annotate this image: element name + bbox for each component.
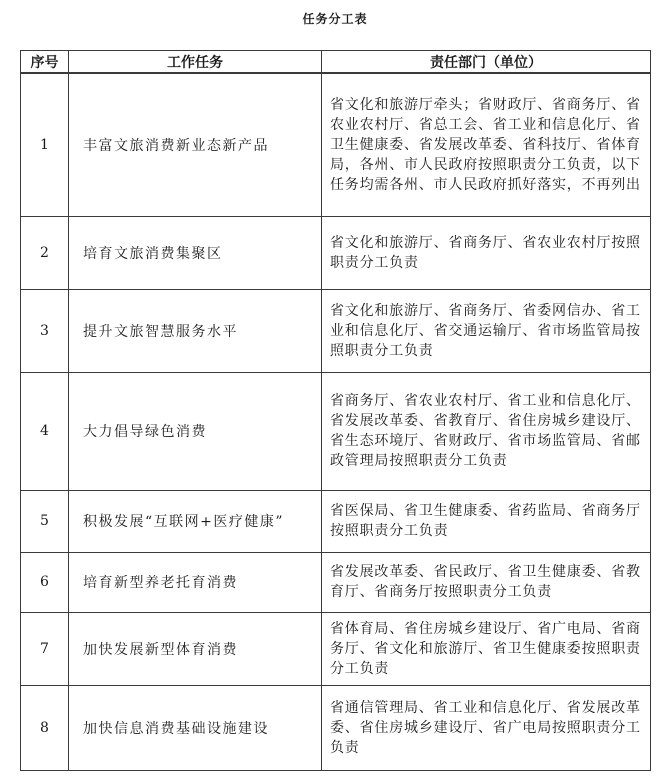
table-row (21, 216, 651, 289)
document-title: 任务分工表 (302, 12, 368, 26)
row-department: 省文化和旅游厅牵头；省财政厅、省商务厅、省农业农村厅、省总工会、省工业和信息化厅、省卫生健康委、省发展改革委、省科技厅、省体育局，各州、市人民政府按照职责分工负责，以下任务均需各州、市人民政府抓好落实，不再列出 (322, 73, 651, 216)
row-task: 提升文旅智慧服务水平 (69, 289, 322, 372)
header-serial-number: 序号 (21, 51, 69, 74)
row-department: 省医保局、省卫生健康委、省药监局、省商务厅按照职责分工负责 (322, 490, 651, 552)
table-header-row (21, 51, 651, 74)
table-row (21, 73, 651, 216)
task-assignment-table (20, 50, 651, 771)
row-task: 加快信息消费基础设施建设 (69, 685, 322, 770)
row-department: 省体育局、省住房城乡建设厅、省广电局、省商务厅、省文化和旅游厅、省卫生健康委按照职责分工负责 (322, 612, 651, 685)
row-department: 省商务厅、省农业农村厅、省工业和信息化厅、省发展改革委、省教育厅、省住房城乡建设厅、省生态环境厅、省财政厅、省市场监管局、省邮政管理局按照职责分工负责 (322, 372, 651, 490)
row-task: 积极发展“互联网+医疗健康” (69, 490, 322, 552)
row-number: 1 (21, 73, 69, 216)
row-number: 4 (21, 372, 69, 490)
table-row (21, 685, 651, 770)
row-task: 加快发展新型体育消费 (69, 612, 322, 685)
row-number: 5 (21, 490, 69, 552)
table-row (21, 289, 651, 372)
row-number: 2 (21, 216, 69, 289)
row-task: 培育新型养老托育消费 (69, 552, 322, 612)
table-row (21, 490, 651, 552)
row-number: 8 (21, 685, 69, 770)
header-responsible-department: 责任部门（单位） (322, 51, 651, 74)
header-work-task: 工作任务 (69, 51, 322, 74)
table-row (21, 552, 651, 612)
row-department: 省文化和旅游厅、省商务厅、省农业农村厅按照职责分工负责 (322, 216, 651, 289)
row-task: 培育文旅消费集聚区 (69, 216, 322, 289)
row-task: 丰富文旅消费新业态新产品 (69, 73, 322, 216)
row-number: 3 (21, 289, 69, 372)
row-task: 大力倡导绿色消费 (69, 372, 322, 490)
row-number: 6 (21, 552, 69, 612)
row-number: 7 (21, 612, 69, 685)
table-row (21, 372, 651, 490)
row-department: 省发展改革委、省民政厅、省卫生健康委、省教育厅、省商务厅按照职责分工负责 (322, 552, 651, 612)
row-department: 省通信管理局、省工业和信息化厅、省发展改革委、省住房城乡建设厅、省广电局按照职责分工负责 (322, 685, 651, 770)
table-row (21, 612, 651, 685)
row-department: 省文化和旅游厅、省商务厅、省委网信办、省工业和信息化厅、省交通运输厅、省市场监管局按照职责分工负责 (322, 289, 651, 372)
